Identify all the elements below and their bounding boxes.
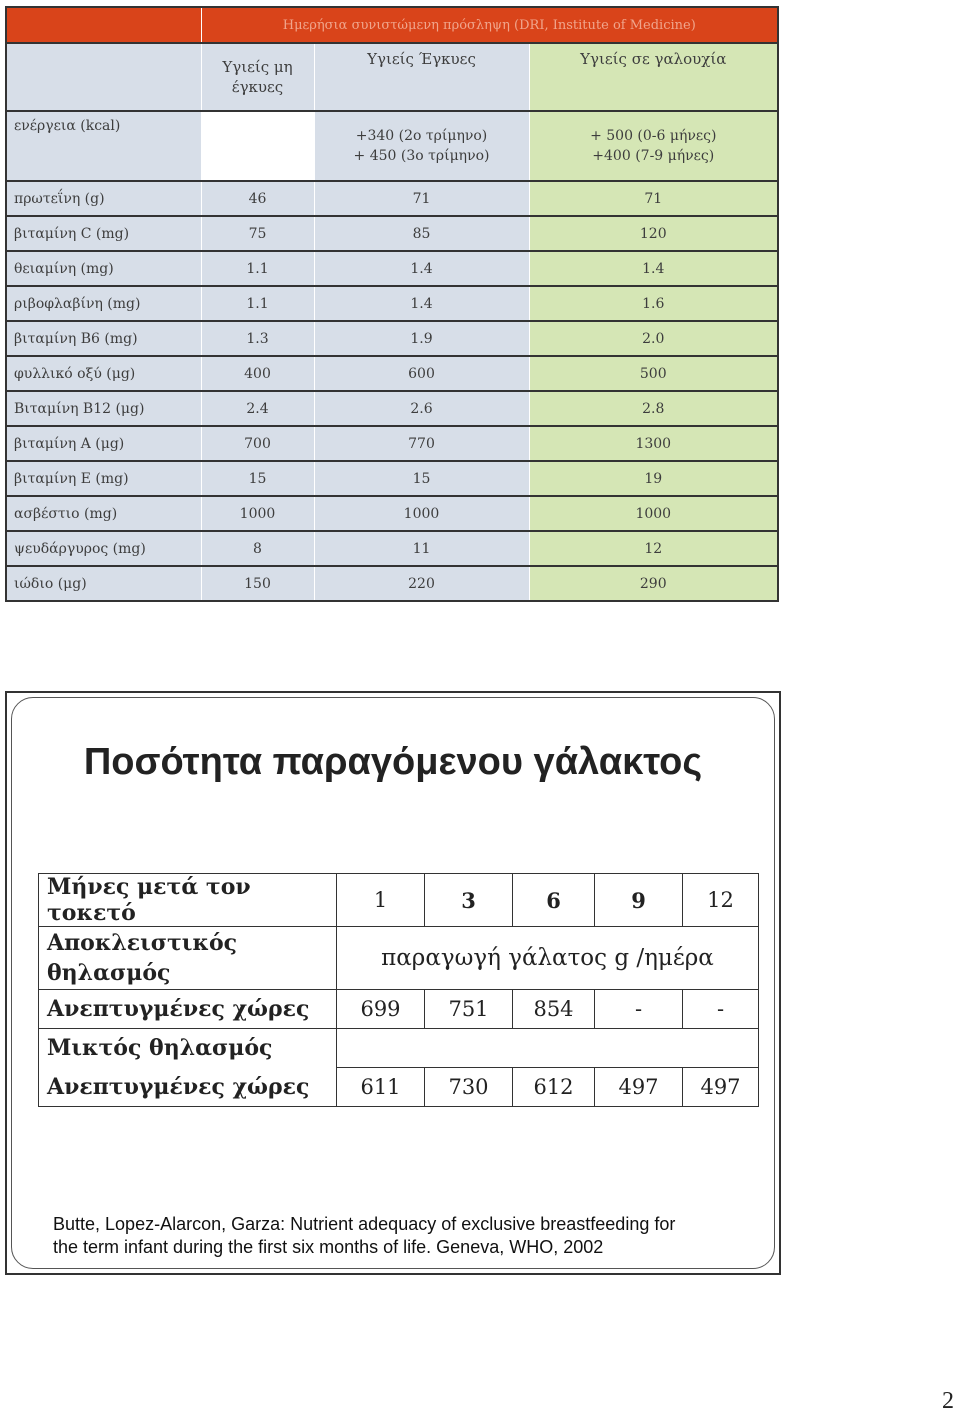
page-number: 2 <box>942 1388 954 1414</box>
nutrient-label: φυλλικό οξύ (μg) <box>6 356 201 391</box>
dri-header-row <box>6 43 778 111</box>
month-cell: 1 <box>337 874 425 927</box>
value-lactating: 120 <box>529 216 778 251</box>
value-non-pregnant: 1.1 <box>201 251 314 286</box>
unit-note: παραγωγή γάλατος g /ημέρα <box>337 927 759 990</box>
energy-pregnant-line1: +340 (2ο τρίμηνο) <box>355 128 488 144</box>
month-cell: 9 <box>595 874 683 927</box>
value-non-pregnant: 1.3 <box>201 321 314 356</box>
mixed-row <box>39 1029 759 1068</box>
value-pregnant: 71 <box>314 181 529 216</box>
dri-title-spacer <box>6 7 201 43</box>
value-pregnant: 1.4 <box>314 251 529 286</box>
header-lactating: Υγιείς σε γαλουχία <box>529 43 778 111</box>
developing-label-1: Ανεπτυγμένες χώρες <box>39 990 337 1029</box>
value-cell: 612 <box>513 1068 595 1107</box>
value-cell: - <box>595 990 683 1029</box>
value-non-pregnant: 150 <box>201 566 314 601</box>
value-cell: 751 <box>425 990 513 1029</box>
exclusive-row <box>39 927 759 990</box>
nutrient-label: ιώδιο (μg) <box>6 566 201 601</box>
value-pregnant: 15 <box>314 461 529 496</box>
month-cell: 12 <box>683 874 759 927</box>
value-non-pregnant: 400 <box>201 356 314 391</box>
month-cell: 6 <box>513 874 595 927</box>
mixed-blank <box>337 1029 759 1068</box>
nutrient-row <box>6 426 778 461</box>
value-pregnant: 1.4 <box>314 286 529 321</box>
value-lactating: 1.4 <box>529 251 778 286</box>
mixed-label: Μικτός θηλασμός <box>39 1029 337 1068</box>
nutrient-row <box>6 251 778 286</box>
developing-row-1 <box>39 990 759 1029</box>
value-cell: 497 <box>683 1068 759 1107</box>
value-cell: 699 <box>337 990 425 1029</box>
value-lactating: 1.6 <box>529 286 778 321</box>
energy-lactating-line1: + 500 (0-6 μήνες) <box>590 128 717 144</box>
value-non-pregnant: 700 <box>201 426 314 461</box>
value-non-pregnant: 1000 <box>201 496 314 531</box>
citation <box>53 1213 753 1259</box>
header-pregnant: Υγιείς Έγκυες <box>314 43 529 111</box>
value-pregnant: 85 <box>314 216 529 251</box>
nutrient-label: βιταμίνη C (mg) <box>6 216 201 251</box>
header-non-pregnant: Υγιείς μη έγκυες <box>201 43 314 111</box>
value-cell: 497 <box>595 1068 683 1107</box>
exclusive-label <box>39 927 337 990</box>
value-cell: - <box>683 990 759 1029</box>
nutrient-row <box>6 286 778 321</box>
value-non-pregnant: 46 <box>201 181 314 216</box>
milk-slide <box>5 691 781 1275</box>
value-non-pregnant: 75 <box>201 216 314 251</box>
months-label: Μήνες μετά τον τοκετό <box>39 874 337 927</box>
citation-line2: the term infant during the first six months of life. Geneva, WHO, 2002 <box>53 1237 604 1257</box>
energy-pregnant <box>314 111 529 181</box>
nutrient-row <box>6 391 778 426</box>
dri-header-blank <box>6 43 201 111</box>
dri-table <box>5 6 779 602</box>
developing-label-2: Ανεπτυγμένες χώρες <box>39 1068 337 1107</box>
value-lactating: 290 <box>529 566 778 601</box>
value-pregnant: 2.6 <box>314 391 529 426</box>
nutrient-row <box>6 531 778 566</box>
value-lactating: 12 <box>529 531 778 566</box>
dri-title-row <box>6 7 778 43</box>
dri-body <box>6 181 778 601</box>
nutrient-label: βιταμίνη E (mg) <box>6 461 201 496</box>
dri-title: Ημερήσια συνιστώμενη πρόσληψη (DRI, Institute of Medicine) <box>201 7 778 43</box>
nutrient-label: ασβέστιο (mg) <box>6 496 201 531</box>
value-lactating: 1000 <box>529 496 778 531</box>
value-pregnant: 220 <box>314 566 529 601</box>
nutrient-row <box>6 566 778 601</box>
energy-label: ενέργεια (kcal) <box>6 111 201 181</box>
exclusive-label-line2: θηλασμός <box>47 960 171 986</box>
nutrient-row <box>6 461 778 496</box>
value-lactating: 71 <box>529 181 778 216</box>
value-non-pregnant: 2.4 <box>201 391 314 426</box>
nutrient-row <box>6 356 778 391</box>
nutrient-row <box>6 216 778 251</box>
nutrient-label: ψευδάργυρος (mg) <box>6 531 201 566</box>
value-cell: 611 <box>337 1068 425 1107</box>
nutrient-row <box>6 496 778 531</box>
value-non-pregnant: 1.1 <box>201 286 314 321</box>
energy-row <box>6 111 778 181</box>
value-pregnant: 1.9 <box>314 321 529 356</box>
nutrient-row <box>6 321 778 356</box>
citation-line1: Butte, Lopez-Alarcon, Garza: Nutrient adequacy of exclusive breastfeeding for <box>53 1214 676 1234</box>
value-pregnant: 600 <box>314 356 529 391</box>
exclusive-label-line1: Αποκλειστικός <box>47 930 238 956</box>
value-non-pregnant: 8 <box>201 531 314 566</box>
developing-row-2 <box>39 1068 759 1107</box>
value-lactating: 2.0 <box>529 321 778 356</box>
value-cell: 854 <box>513 990 595 1029</box>
energy-pregnant-line2: + 450 (3ο τρίμηνο) <box>353 148 490 164</box>
nutrient-label: πρωτεΐνη (g) <box>6 181 201 216</box>
value-lactating: 19 <box>529 461 778 496</box>
nutrient-label: βιταμίνη B6 (mg) <box>6 321 201 356</box>
value-non-pregnant: 15 <box>201 461 314 496</box>
value-cell: 730 <box>425 1068 513 1107</box>
nutrient-label: βιταμίνη A (μg) <box>6 426 201 461</box>
nutrient-label: θειαμίνη (mg) <box>6 251 201 286</box>
months-row <box>39 874 759 927</box>
energy-lactating-line2: +400 (7-9 μήνες) <box>592 148 715 164</box>
nutrient-row <box>6 181 778 216</box>
value-lactating: 500 <box>529 356 778 391</box>
nutrient-label: Βιταμίνη Β12 (μg) <box>6 391 201 426</box>
energy-non-pregnant <box>201 111 314 181</box>
value-pregnant: 1000 <box>314 496 529 531</box>
value-lactating: 1300 <box>529 426 778 461</box>
month-cell: 3 <box>425 874 513 927</box>
value-pregnant: 770 <box>314 426 529 461</box>
milk-table <box>38 873 759 1107</box>
slide-title: Ποσότητα παραγόμενου γάλακτος <box>83 741 703 783</box>
energy-lactating <box>529 111 778 181</box>
value-lactating: 2.8 <box>529 391 778 426</box>
nutrient-label: ριβοφλαβίνη (mg) <box>6 286 201 321</box>
value-pregnant: 11 <box>314 531 529 566</box>
